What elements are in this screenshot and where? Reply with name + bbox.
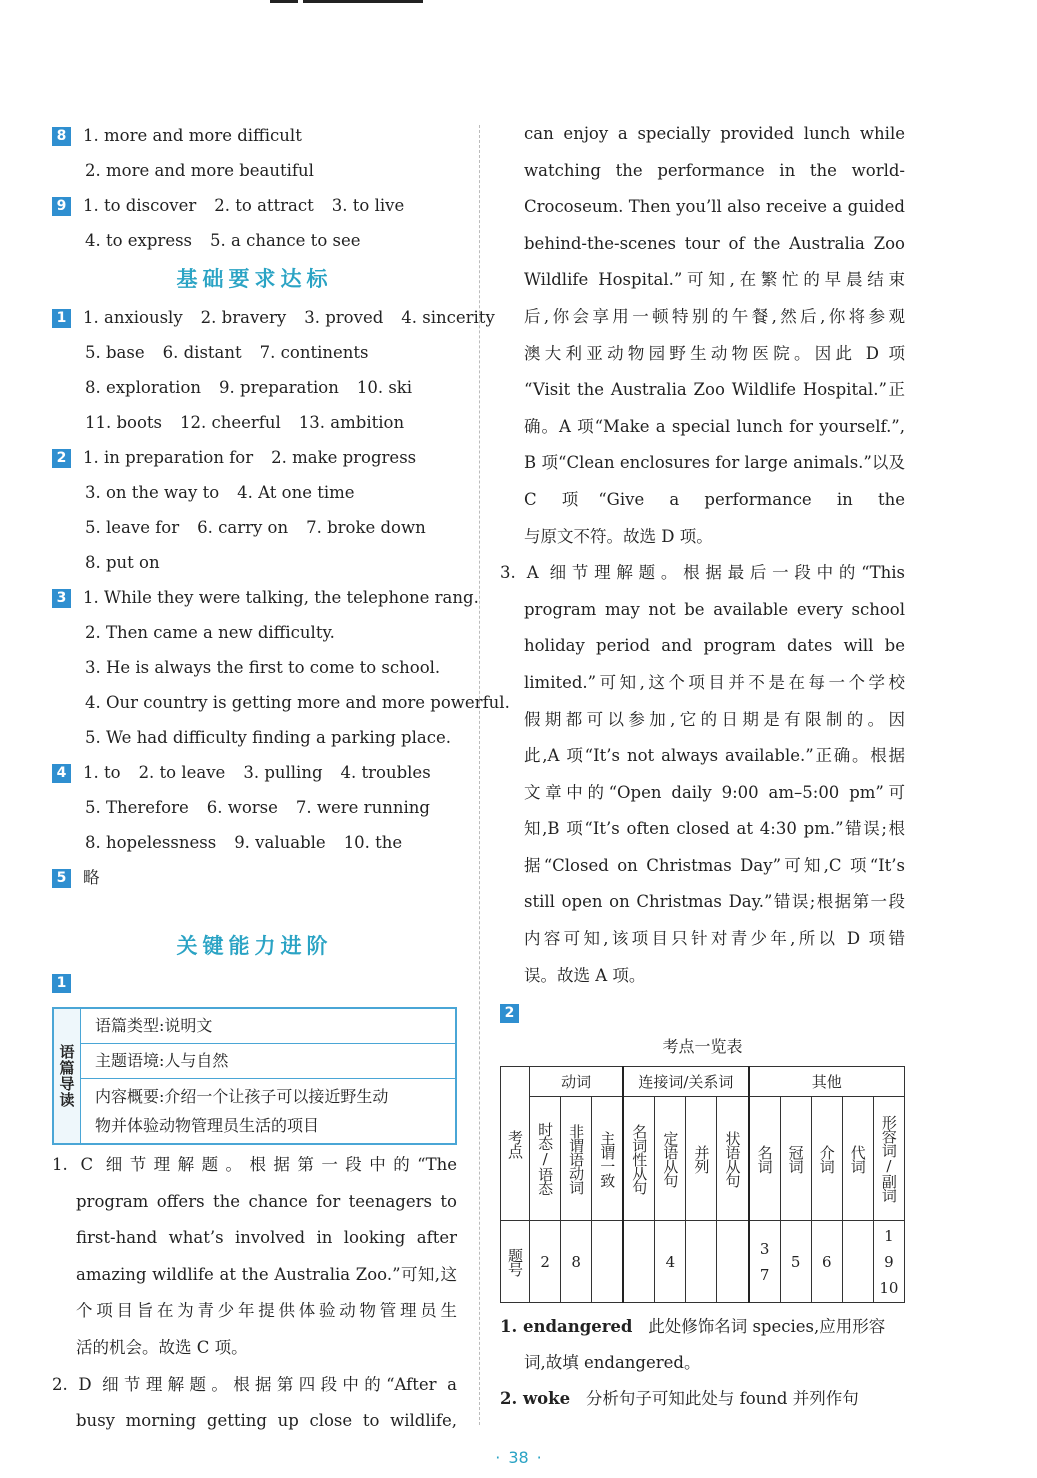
- group-others: 其他: [749, 1067, 905, 1097]
- b4-row1: 4 1. to 2. to leave 3. pulling 4. troubles: [52, 755, 457, 790]
- row-head-numbers: 题号: [501, 1221, 530, 1303]
- question-number-badge: 5: [52, 869, 71, 888]
- group-verbs: 动词: [530, 1067, 624, 1097]
- b2-row1: 2 1. in preparation for 2. make progress: [52, 440, 457, 475]
- num-cell: 5: [780, 1221, 811, 1303]
- right-explanation: [500, 116, 905, 994]
- header-rule-long: [303, 0, 423, 3]
- reading-guide-label: 语篇导读: [54, 1009, 81, 1143]
- col-tense: 时态/语态: [530, 1097, 561, 1221]
- b3-row1: 3 1. While they were talking, the telephone rang.: [52, 580, 457, 615]
- question-number-badge: 4: [52, 764, 71, 783]
- group-connectives: 连接词/关系词: [623, 1067, 748, 1097]
- b3-row4: 4. Our country is getting more and more powerful.: [85, 693, 510, 712]
- explanation-line: Crocoseum. Then you’ll also receive a guided: [524, 197, 905, 217]
- explanation-line: behind-the-scenes tour of the Australia Zoo: [524, 233, 905, 253]
- b1-row3: 8. exploration 9. preparation 10. ski: [85, 378, 413, 397]
- q8-row2: 2. more and more beautiful: [85, 161, 314, 180]
- b2-row2: 3. on the way to 4. At one time: [85, 483, 355, 502]
- col-agreement: 主谓一致: [592, 1097, 624, 1221]
- answer-line: 1. endangered 此处修饰名词 species,应用形容: [500, 1317, 886, 1337]
- b5-row: 5 略: [52, 860, 457, 895]
- col-pronoun: 代词: [842, 1097, 873, 1221]
- explanation-line: 误。故选 A 项。: [524, 965, 646, 985]
- col-noun-clause: 名词性从句: [623, 1097, 655, 1221]
- explanation-line: 活的机会。故选 C 项。: [76, 1337, 248, 1357]
- col-nonfinite: 非谓语动词: [561, 1097, 592, 1221]
- page-number: · 38 ·: [495, 1448, 542, 1467]
- explanation-line: first-hand what’s involved in looking after: [76, 1228, 457, 1248]
- reading-guide-box: [52, 1007, 457, 1145]
- col-attributive-clause: 定语从句: [655, 1097, 686, 1221]
- explanation-line: 1. C 细节理解题。根据第一段中的“The: [52, 1155, 457, 1174]
- col-preposition: 介词: [811, 1097, 842, 1221]
- question-number-badge: 1: [52, 309, 71, 328]
- content-summary: 内容概要:介绍一个让孩子可以接近野生动 物并体验动物管理员生活的项目: [95, 1087, 389, 1135]
- left-column: [52, 118, 510, 1440]
- num-cell: [717, 1221, 749, 1303]
- explanation-line: “Visit the Australia Zoo Wildlife Hospital.”正: [524, 380, 905, 400]
- explanation-line: 内容可知,该项目只针对青少年,所以 D 项错: [524, 929, 905, 949]
- explanation-line: program may not be available every school: [524, 599, 905, 619]
- explanation-line: 与原文不符。故选 D 项。: [524, 526, 713, 546]
- explanation-line: 后,你会享用一顿特别的午餐,然后,你将参观: [524, 306, 905, 326]
- explanation-line: 个项目旨在为青少年提供体验动物管理员生: [76, 1301, 457, 1321]
- num-cell: 4: [655, 1221, 686, 1303]
- b3-row3: 3. He is always the first to come to school.: [85, 658, 441, 677]
- num-cell: 6: [811, 1221, 842, 1303]
- explanation-line: limited.”可知,这个项目并不是在每一个学校: [524, 672, 905, 692]
- question-number-badge: 2: [500, 1004, 519, 1023]
- explanation-line: amazing wildlife at the Australia Zoo.”可知,这: [76, 1264, 457, 1284]
- col-coordination: 并列: [686, 1097, 717, 1221]
- left-explanation: [52, 1147, 457, 1440]
- table-title: 考点一览表: [662, 1037, 743, 1057]
- k1-row: [52, 967, 457, 999]
- num-cell: 2: [530, 1221, 561, 1303]
- row-head-topics: 考点: [501, 1067, 530, 1221]
- question-number-badge: 2: [52, 449, 71, 468]
- explanation-line: still open on Christmas Day.”错误;根据第一段: [524, 892, 905, 912]
- explanation-line: 据“Closed on Christmas Day”可知,C 项“It’s: [524, 855, 905, 875]
- b1-row4: 11. boots 12. cheerful 13. ambition: [85, 413, 405, 432]
- question-number-badge: 1: [52, 974, 71, 993]
- col-article: 冠词: [780, 1097, 811, 1221]
- question-number-badge: 3: [52, 589, 71, 608]
- explanation-line: 澳大利亚动物园野生动物医院。因此 D 项: [524, 343, 905, 363]
- explanation-line: can enjoy a specially provided lunch while: [524, 124, 905, 143]
- explanation-line: 此,A 项“It’s not always available.”正确。根据: [524, 746, 905, 766]
- theme-context: 主题语境:人与自然: [81, 1044, 455, 1079]
- b2-row4: 8. put on: [85, 553, 160, 572]
- q9-row1: 9 1. to discover 2. to attract 3. to live: [52, 188, 457, 223]
- col-adverbial-clause: 状语从句: [717, 1097, 749, 1221]
- text-type: 语篇类型:说明文: [81, 1009, 455, 1044]
- num-cell: 8: [561, 1221, 592, 1303]
- b4-row2: 5. Therefore 6. worse 7. were running: [85, 798, 430, 817]
- explanation-line: B 项“Clean enclosures for large animals.”以及: [524, 453, 905, 473]
- explanation-line: holiday period and program dates will be: [524, 636, 905, 656]
- question-number-badge: 9: [52, 197, 71, 216]
- k2-row: [500, 998, 905, 1028]
- question-number-badge: 8: [52, 127, 71, 146]
- num-cell: [842, 1221, 873, 1303]
- b3-row5: 5. We had difficulty finding a parking place.: [85, 728, 451, 747]
- section-title-basic: 基础要求达标: [176, 267, 333, 291]
- num-cell: [686, 1221, 717, 1303]
- answer-line: 2. woke 分析句子可知此处与 found 并列作句: [500, 1389, 859, 1409]
- b1-row1: 1 1. anxiously 2. bravery 3. proved 4. sincerity: [52, 300, 457, 335]
- explanation-line: watching the performance in the world-: [524, 160, 905, 180]
- explanation-line: 假期都可以参加,它的日期是有限制的。因: [524, 709, 905, 729]
- topic-table: [500, 1066, 905, 1303]
- q8-row1: 8 1. more and more difficult: [52, 118, 457, 153]
- num-cell: 1 9 10: [873, 1221, 904, 1303]
- col-adj-adv: 形容词/副词: [873, 1097, 904, 1221]
- num-cell: [592, 1221, 624, 1303]
- num-cell: 3 7: [749, 1221, 781, 1303]
- explanation-line: program offers the chance for teenagers to: [76, 1191, 457, 1211]
- explanation-line: Wildlife Hospital.”可知,在繁忙的早晨结束: [524, 270, 905, 290]
- b2-row3: 5. leave for 6. carry on 7. broke down: [85, 518, 426, 537]
- q9-row2: 4. to express 5. a chance to see: [85, 231, 361, 250]
- explanation-line: 确。A 项“Make a special lunch for yourself.”,: [524, 416, 905, 436]
- answer-line: 词,故填 endangered。: [524, 1353, 701, 1373]
- explanation-line: 文章中的“Open daily 9:00 am–5:00 pm”可: [524, 782, 905, 802]
- b4-row3: 8. hopelessness 9. valuable 10. the: [85, 833, 403, 852]
- section-title-key: 关键能力进阶: [176, 934, 333, 958]
- b1-row2: 5. base 6. distant 7. continents: [85, 343, 369, 362]
- header-rule-short: [270, 0, 298, 3]
- b3-row2: 2. Then came a new difficulty.: [85, 623, 335, 642]
- explanation-line: 3. A 细节理解题。根据最后一段中的“This: [500, 563, 905, 583]
- explanation-line: C 项“Give a performance in the: [524, 489, 905, 509]
- explanation-line: 知,B 项“It’s often closed at 4:30 pm.”错误;根: [524, 819, 905, 839]
- col-noun: 名词: [749, 1097, 781, 1221]
- bottom-answers: [500, 1309, 905, 1417]
- right-column: [500, 116, 905, 1417]
- explanation-line: 2. D 细节理解题。根据第四段中的“After a: [52, 1374, 457, 1394]
- explanation-line: busy morning getting up close to wildlife,: [76, 1411, 457, 1431]
- num-cell: [623, 1221, 655, 1303]
